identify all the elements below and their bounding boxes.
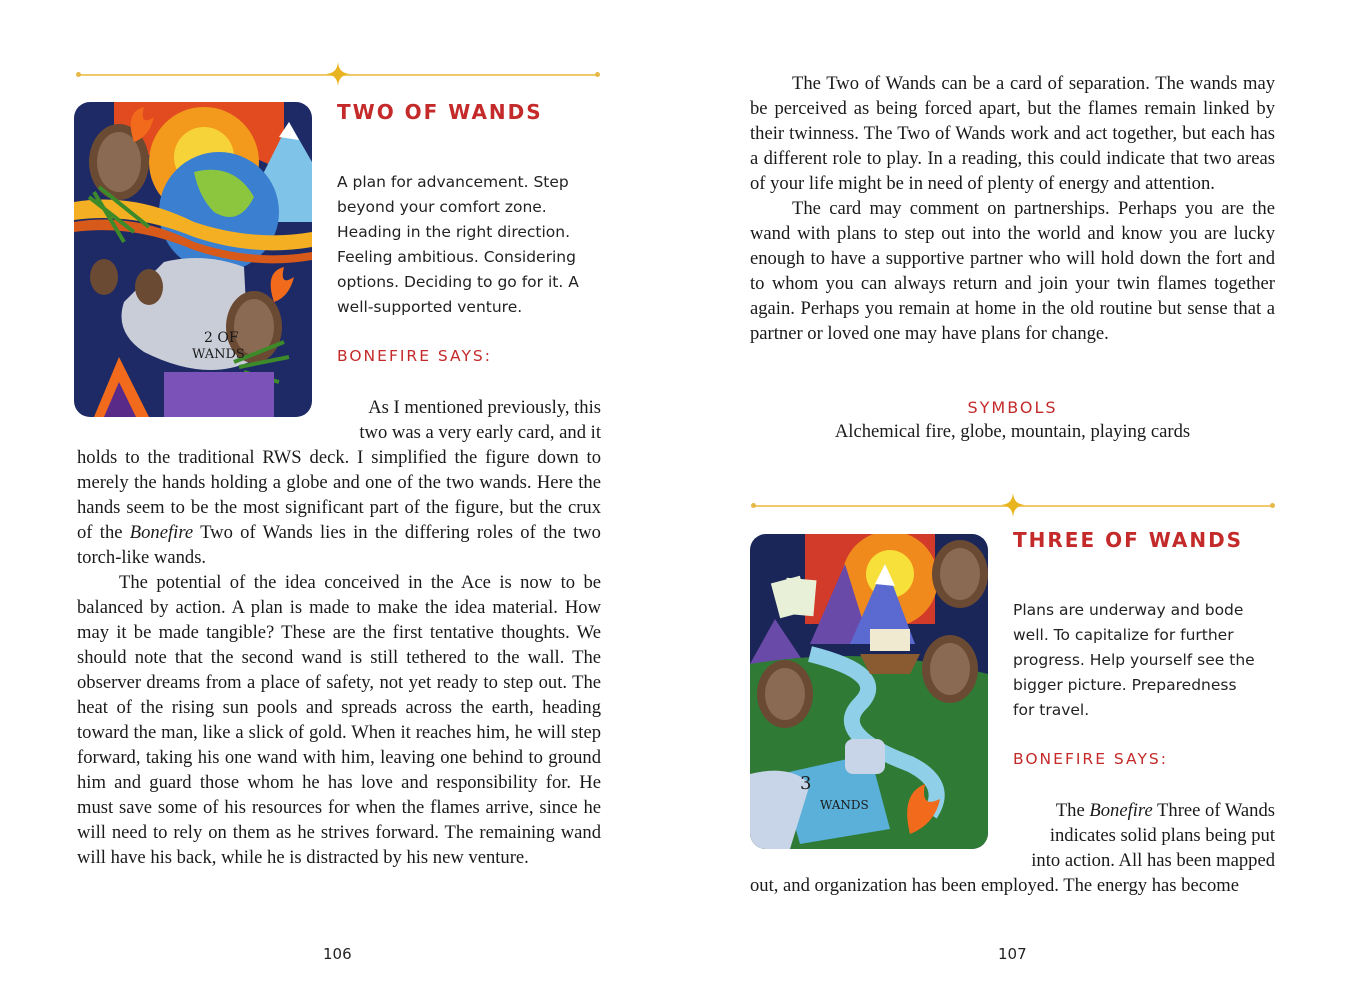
card-keywords — [337, 170, 602, 320]
symbols-list: Alchemical fire, globe, mountain, playing cards — [834, 421, 1191, 442]
emphasis-bonefire: Bonefire — [129, 522, 194, 543]
tarot-card-art — [74, 102, 312, 417]
card-label: 3 — [800, 773, 812, 794]
body-line: two was a very early card, and it — [359, 422, 601, 443]
four-point-star-icon — [1001, 493, 1025, 517]
bonefire-says-heading: BONEFIRE SAYS: — [1013, 750, 1168, 768]
body-line: indicates solid plans being put — [1049, 825, 1275, 846]
ornamental-divider — [77, 69, 599, 81]
symbols-heading: SYMBOLS — [967, 398, 1058, 417]
continued-body-text — [750, 71, 1275, 346]
body-paragraph-1: holds to the traditional RWS deck. I simplified the figure down to merely the hands holding a globe and one of the two wands. Here the hands seem to be the most significant part of the figure, but the crux of the Bonefire Two of Wands lies in the differing roles of the two torch-like wands. — [77, 447, 601, 568]
keyword-line: Plans are underway and bode — [1013, 601, 1244, 619]
divider-dot-icon — [751, 503, 756, 508]
divider-dot-icon — [76, 72, 81, 77]
keyword-line: Feeling ambitious. Considering — [337, 248, 576, 266]
keyword-line: beyond your comfort zone. — [337, 198, 547, 216]
ornamental-divider — [752, 500, 1274, 512]
card-keywords — [1013, 598, 1278, 723]
keyword-line: bigger picture. Preparedness — [1013, 676, 1237, 694]
wrapped-intro-lines — [1013, 798, 1275, 873]
keyword-line: Heading in the right direction. — [337, 223, 571, 241]
bonefire-says-heading: BONEFIRE SAYS: — [337, 347, 492, 365]
divider-dot-icon — [1270, 503, 1275, 508]
body-line: As I mentioned previously, this — [368, 397, 601, 418]
page-number: 107 — [998, 945, 1027, 963]
keyword-line: well-supported venture. — [337, 298, 523, 316]
card-label: 2 OF — [204, 330, 239, 346]
keyword-line: well. To capitalize for further — [1013, 626, 1234, 644]
right-page — [675, 0, 1350, 994]
keyword-line: A plan for advancement. Step — [337, 173, 569, 191]
keyword-line: progress. Help yourself see the — [1013, 651, 1255, 669]
body-paragraph-1: The Two of Wands can be a card of separation. The wands may be perceived as being forced apart, but the flames remain linked by their twinness. The Two of Wands work and act together, but each has a different role to play. In a reading, this could indicate that two areas of your life might be in need of plenty of energy and attention. — [750, 73, 1275, 194]
card-title: TWO OF WANDS — [337, 100, 543, 124]
three-of-wands-card-image — [750, 534, 988, 849]
card-title: THREE OF WANDS — [1013, 528, 1244, 552]
body-text — [750, 873, 1275, 898]
svg-text:WANDS: WANDS — [192, 347, 245, 362]
four-point-star-icon — [326, 62, 350, 86]
keyword-line: for travel. — [1013, 701, 1090, 719]
tarot-card-art — [750, 534, 988, 849]
divider-dot-icon — [595, 72, 600, 77]
body-paragraph-2: The potential of the idea conceived in the Ace is now to be balanced by action. A plan is made to make the idea material. How may it be made tangible? These are the first tentative thoughts. We should note that the second wand is still tethered to the wall. The observer dreams from a place of safety, not yet ready to step out. The heat of the rising sun pools and spreads across the earth, heading toward the man, like a slick of gold. When it reaches him, he will step forward, taking his one wand with him, leaving one behind to ground him and guard those whom he has love and responsibility for. He must save some of his resources for when the flames arrive, since he will need to rely on them as he strives forward. The remaining wand will have his back, while he is distracted by his new venture. — [77, 572, 601, 868]
keyword-line: options. Deciding to go for it. A — [337, 273, 579, 291]
emphasis-bonefire: Bonefire — [1089, 800, 1153, 821]
page-number: 106 — [323, 945, 352, 963]
body-line: into action. All has been mapped — [1031, 850, 1275, 871]
body-line: The Bonefire Three of Wands — [1055, 800, 1275, 821]
body-line: out, and organization has been employed. The energy has become — [750, 875, 1239, 896]
wrapped-intro-lines — [337, 395, 601, 445]
body-text — [77, 445, 601, 870]
two-of-wands-card-image — [74, 102, 312, 417]
svg-text:WANDS: WANDS — [820, 798, 869, 812]
body-paragraph-2: The card may comment on partnerships. Perhaps you are the wand with plans to step out into the world and know you are lucky enough to have a supportive partner who will hold down the fort and to whom you can always return and join your twin flames together again. Perhaps you remain at home in the old routine but sense that a partner or loved one may have plans for change. — [750, 198, 1275, 344]
